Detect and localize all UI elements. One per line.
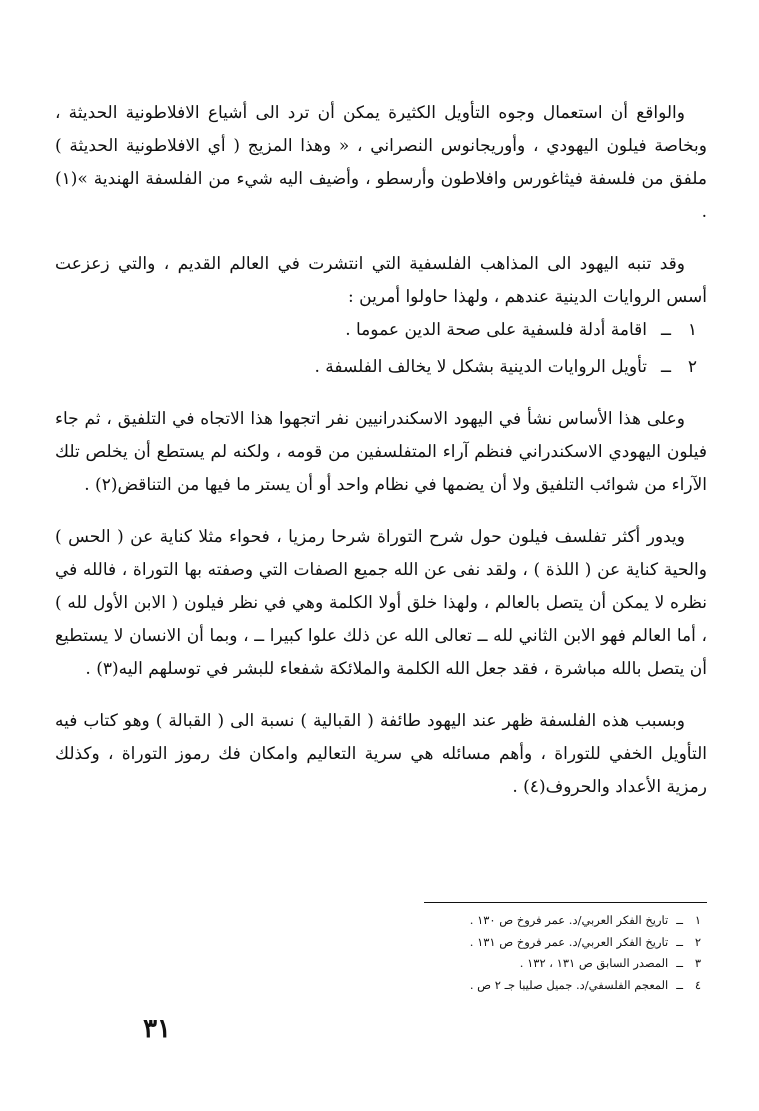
paragraph-1: والواقع أن استعمال وجوه التأويل الكثيرة يمكن أن ترد الى أشياع الافلاطونية الحديثة ، وبخاصة فيلون اليهودي ، وأوريجانوس النصراني ، « وهذا المزيج ( أي الافلاطونية الحديثة ) ملفق من فلسفة فيثاغورس وافلاطون وأرسطو ، وأضيف اليه شيء من الفلسفة الهندية »(١) . xyxy=(55,103,707,222)
footnote-dash: ــ xyxy=(676,977,683,992)
footnote xyxy=(55,953,707,975)
paragraph-4: ويدور أكثر تفلسف فيلون حول شرح التوراة شرحا رمزيا ، فحواء مثلا كناية عن ( الحس ) والحية كناية عن ( اللذة ) ، ولقد نفى عن الله جميع الصفات التي وصفته بها التوراة ، فالله في نظره لا يمكن أن يتصل بالعالم ، ولهذا خلق أولا الكلمة وهي في نظر فيلون ( الابن الأول لله ) ، أما العالم فهو الابن الثاني لله ــ تعالى الله عن ذلك علوا كبيرا ــ ، وبما أن الانسان لا يستطيع أن يتصل بالله مباشرة ، فقد جعل الله الكلمة والملائكة شفعاء للبشر في توسلهم اليه(٣) . xyxy=(55,527,707,679)
footnote-number: ١ xyxy=(694,913,701,927)
paragraph-2: وقد تنبه اليهود الى المذاهب الفلسفية التي انتشرت في العالم القديم ، والتي زعزعت أسس الروايات الدينية عندهم ، ولهذا حاولوا أمرين : xyxy=(55,254,707,307)
list-item-dash: ــ xyxy=(661,320,671,340)
footnote-number: ٢ xyxy=(694,934,701,949)
paragraph-5: وبسبب هذه الفلسفة ظهر عند اليهود طائفة ( القبالية ) نسبة الى ( القبالة ) وهو كتاب فيه التأويل الخفي للتوراة ، وأهم مسائله هي سرية التعاليم وامكان فك رموز التوراة ، وكذلك رمزية الأعداد والحروف(٤) . xyxy=(55,711,707,797)
footnote-divider xyxy=(424,902,707,903)
list-item-text: تأويل الروايات الدينية بشكل لا يخالف الفلسفة . xyxy=(314,357,648,377)
list-item xyxy=(55,351,707,384)
footnote-dash: ــ xyxy=(676,934,683,949)
list-item-number: ١ xyxy=(687,320,697,340)
footnote xyxy=(55,910,707,932)
list-item-number: ٢ xyxy=(687,357,697,377)
footnote-number: ٣ xyxy=(694,956,701,970)
list-item xyxy=(55,314,707,347)
footnote-dash: ــ xyxy=(676,956,683,970)
paragraph-3: وعلى هذا الأساس نشأ في اليهود الاسكندرانيين نفر اتجهوا هذا الاتجاه في التلفيق ، ثم جاء فيلون اليهودي الاسكندراني فنظم آراء المتفلسفين من قومه ، ولكنه لم يستطع أن يخلص تلك الآراء من شوائب التلفيق ولا أن يضمها في نظام واحد أو أن يستر ما فيها من التناقض(٢) . xyxy=(55,409,707,495)
page-number: ٣١ xyxy=(143,1014,171,1044)
paragraph-gap xyxy=(55,384,707,403)
footnote-text: تاريخ الفكر العربي/د. عمر فروخ ص ١٣١ . xyxy=(469,934,669,949)
paragraph-gap xyxy=(55,229,707,248)
body-text xyxy=(55,97,707,804)
footnote-text: المصدر السابق ص ١٣١ ، ١٣٢ . xyxy=(519,956,669,970)
footnotes xyxy=(55,902,707,996)
list-item-text: اقامة أدلة فلسفية على صحة الدين عموما . xyxy=(345,320,648,340)
footnote-number: ٤ xyxy=(694,977,701,992)
footnote-text: تاريخ الفكر العربي/د. عمر فروخ ص ١٣٠ . xyxy=(469,913,669,927)
paragraph-gap xyxy=(55,502,707,521)
footnote-dash: ــ xyxy=(676,913,683,927)
footnote xyxy=(55,932,707,954)
list-item-dash: ــ xyxy=(661,357,671,377)
footnote xyxy=(55,975,707,997)
paragraph-gap xyxy=(55,686,707,705)
footnote-text: المعجم الفلسفي/د. جميل صليبا جـ ٢ ص . xyxy=(469,977,669,992)
